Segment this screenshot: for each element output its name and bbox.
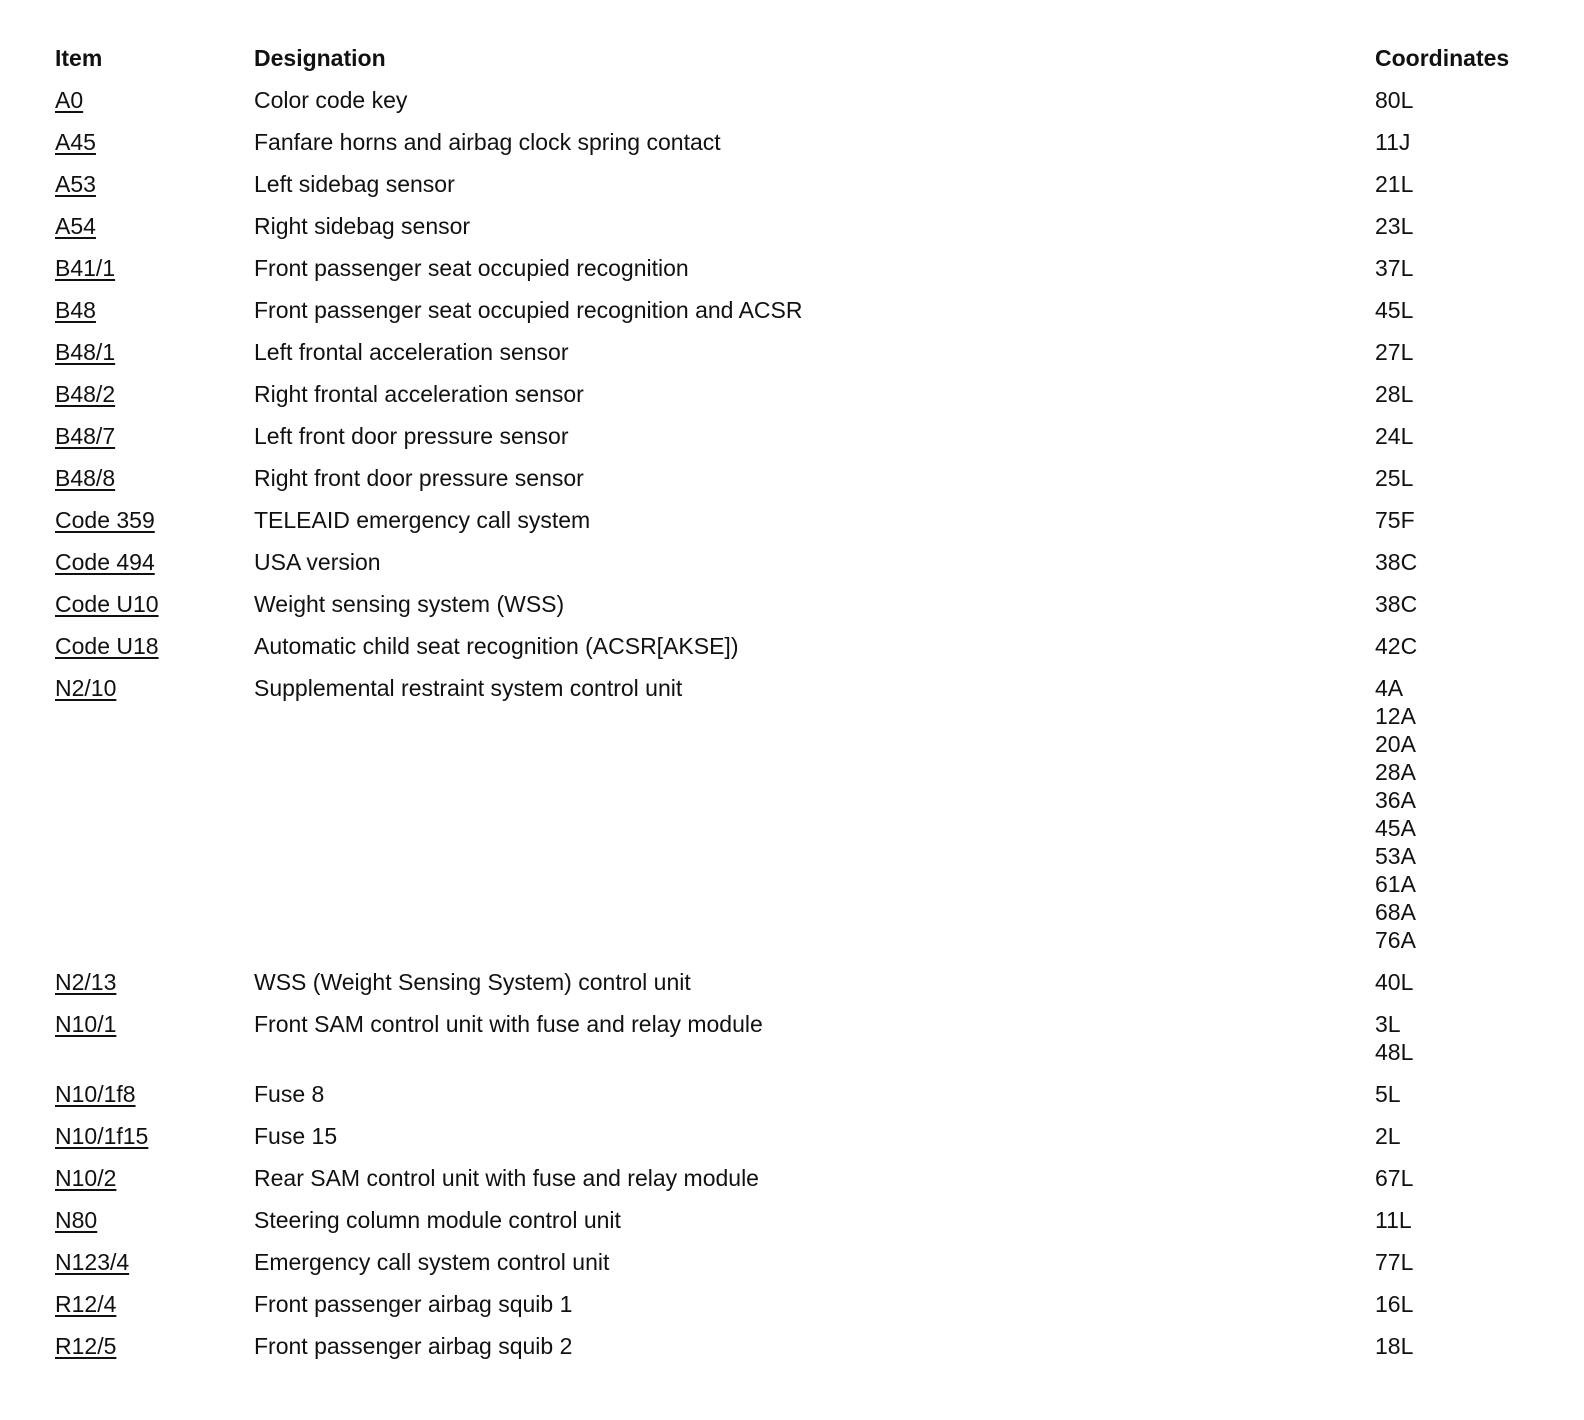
coordinates-cell xyxy=(1375,1080,1545,1108)
item-link[interactable]: R12/4 xyxy=(55,1291,117,1317)
designation-cell: Rear SAM control unit with fuse and relay module xyxy=(254,1165,759,1191)
table-row xyxy=(55,254,1545,282)
table-row xyxy=(55,1332,1545,1360)
coordinate-value: 61A xyxy=(1375,871,1416,897)
coordinate-value: 75F xyxy=(1375,507,1415,533)
coordinate-value: 25L xyxy=(1375,465,1414,491)
coordinates-cell xyxy=(1375,674,1545,954)
table-row xyxy=(55,1010,1545,1066)
designation-cell: Right frontal acceleration sensor xyxy=(254,381,584,407)
item-cell xyxy=(55,1206,254,1234)
coordinates-cell xyxy=(1375,296,1545,324)
item-link[interactable]: N123/4 xyxy=(55,1249,130,1275)
coordinate-value: 42C xyxy=(1375,633,1418,659)
item-link[interactable]: B41/1 xyxy=(55,255,116,281)
table-row xyxy=(55,590,1545,618)
coordinate-value: 80L xyxy=(1375,87,1414,113)
designation-cell: Fanfare horns and airbag clock spring contact xyxy=(254,129,721,155)
table-row xyxy=(55,1164,1545,1192)
item-link[interactable]: A54 xyxy=(55,213,96,239)
item-cell xyxy=(55,254,254,282)
item-link[interactable]: Code U18 xyxy=(55,633,159,659)
coordinates-cell xyxy=(1375,212,1545,240)
item-cell xyxy=(55,338,254,366)
item-link[interactable]: Code 494 xyxy=(55,549,155,575)
coordinates-cell xyxy=(1375,86,1545,114)
coordinate-value: 38C xyxy=(1375,549,1418,575)
table-row xyxy=(55,338,1545,366)
item-link[interactable]: Code 359 xyxy=(55,507,155,533)
coordinates-cell xyxy=(1375,338,1545,366)
coordinates-cell xyxy=(1375,380,1545,408)
table-row xyxy=(55,296,1545,324)
table-row xyxy=(55,1122,1545,1150)
item-link[interactable]: N2/10 xyxy=(55,675,117,701)
coordinates-cell xyxy=(1375,1164,1545,1192)
designation-cell: Fuse 15 xyxy=(254,1123,338,1149)
designation-cell: Supplemental restraint system control unit xyxy=(254,675,683,701)
coordinates-cell xyxy=(1375,464,1545,492)
coordinates-cell xyxy=(1375,128,1545,156)
table-row xyxy=(55,212,1545,240)
coordinate-value: 68A xyxy=(1375,899,1416,925)
item-link[interactable]: N10/1f8 xyxy=(55,1081,136,1107)
designation-cell: Steering column module control unit xyxy=(254,1207,621,1233)
item-link[interactable]: N10/1f15 xyxy=(55,1123,149,1149)
coordinate-value: 5L xyxy=(1375,1081,1401,1107)
item-link[interactable]: N10/2 xyxy=(55,1165,117,1191)
designation-cell: Fuse 8 xyxy=(254,1081,325,1107)
coordinates-cell xyxy=(1375,1010,1545,1066)
coordinate-value: 45L xyxy=(1375,297,1414,323)
coordinate-value: 4A xyxy=(1375,675,1404,701)
item-cell xyxy=(55,1080,254,1108)
item-cell xyxy=(55,1164,254,1192)
coordinates-cell xyxy=(1375,590,1545,618)
table-row xyxy=(55,1248,1545,1276)
coordinates-cell xyxy=(1375,1122,1545,1150)
coordinate-value: 38C xyxy=(1375,591,1418,617)
coordinate-value: 16L xyxy=(1375,1291,1414,1317)
table-row xyxy=(55,1206,1545,1234)
coordinate-value: 21L xyxy=(1375,171,1414,197)
coordinates-cell xyxy=(1375,548,1545,576)
item-cell xyxy=(55,296,254,324)
table-body xyxy=(55,86,1545,1360)
item-link[interactable]: A0 xyxy=(55,87,84,113)
table-row xyxy=(55,422,1545,450)
designation-cell: Front passenger airbag squib 1 xyxy=(254,1291,573,1317)
coordinate-value: 20A xyxy=(1375,731,1416,757)
item-cell xyxy=(55,464,254,492)
coordinates-cell xyxy=(1375,1290,1545,1318)
item-cell xyxy=(55,1248,254,1276)
designation-cell: Front passenger seat occupied recognition xyxy=(254,255,689,281)
table-row xyxy=(55,632,1545,660)
coordinates-cell xyxy=(1375,632,1545,660)
designation-cell: Front passenger seat occupied recognition and ACSR xyxy=(254,297,803,323)
item-link[interactable]: B48/8 xyxy=(55,465,116,491)
table-row xyxy=(55,968,1545,996)
coordinates-cell xyxy=(1375,506,1545,534)
item-cell xyxy=(55,170,254,198)
coordinate-value: 36A xyxy=(1375,787,1416,813)
coordinates-cell xyxy=(1375,422,1545,450)
designation-cell: Left sidebag sensor xyxy=(254,171,455,197)
coordinate-value: 12A xyxy=(1375,703,1416,729)
item-cell xyxy=(55,632,254,660)
designation-cell: Right sidebag sensor xyxy=(254,213,471,239)
coordinate-value: 48L xyxy=(1375,1039,1414,1065)
table-row xyxy=(55,170,1545,198)
item-cell xyxy=(55,506,254,534)
header-designation: Designation xyxy=(254,45,386,71)
coordinate-value: 37L xyxy=(1375,255,1414,281)
designation-cell: WSS (Weight Sensing System) control unit xyxy=(254,969,691,995)
coordinates-cell xyxy=(1375,170,1545,198)
table-row xyxy=(55,380,1545,408)
table-row xyxy=(55,506,1545,534)
table-row xyxy=(55,86,1545,114)
table-row xyxy=(55,674,1545,954)
table-row xyxy=(55,1080,1545,1108)
coordinate-value: 76A xyxy=(1375,927,1416,953)
designation-cell: Right front door pressure sensor xyxy=(254,465,584,491)
coordinates-cell xyxy=(1375,254,1545,282)
coordinate-value: 77L xyxy=(1375,1249,1414,1275)
item-link[interactable]: A53 xyxy=(55,171,96,197)
item-link[interactable]: B48/7 xyxy=(55,423,116,449)
coordinate-value: 40L xyxy=(1375,969,1414,995)
header-item: Item xyxy=(55,45,103,71)
item-cell xyxy=(55,968,254,996)
designation-cell: Weight sensing system (WSS) xyxy=(254,591,565,617)
item-cell xyxy=(55,86,254,114)
designation-cell: USA version xyxy=(254,549,381,575)
item-link[interactable]: B48 xyxy=(55,297,96,323)
item-cell xyxy=(55,590,254,618)
table-header xyxy=(55,44,1545,72)
designation-cell: Left front door pressure sensor xyxy=(254,423,569,449)
designation-cell: Automatic child seat recognition (ACSR[AKSE]) xyxy=(254,633,739,659)
designation-cell: Color code key xyxy=(254,87,408,113)
header-coordinates: Coordinates xyxy=(1375,45,1510,71)
coordinates-cell xyxy=(1375,1248,1545,1276)
coordinate-value: 2L xyxy=(1375,1123,1401,1149)
designation-cell: Emergency call system control unit xyxy=(254,1249,610,1275)
coordinate-value: 11L xyxy=(1375,1207,1412,1233)
item-link[interactable]: N10/1 xyxy=(55,1011,117,1037)
item-link[interactable]: N2/13 xyxy=(55,969,117,995)
designation-cell: TELEAID emergency call system xyxy=(254,507,591,533)
table-row xyxy=(55,548,1545,576)
item-link[interactable]: A45 xyxy=(55,129,96,155)
coordinate-value: 18L xyxy=(1375,1333,1414,1359)
coordinate-value: 27L xyxy=(1375,339,1414,365)
item-cell xyxy=(55,1010,254,1038)
component-legend-table xyxy=(55,44,1545,1374)
coordinate-value: 67L xyxy=(1375,1165,1414,1191)
table-row xyxy=(55,1290,1545,1318)
item-link[interactable]: N80 xyxy=(55,1207,98,1233)
item-cell xyxy=(55,128,254,156)
coordinate-value: 24L xyxy=(1375,423,1414,449)
coordinates-cell xyxy=(1375,968,1545,996)
item-link[interactable]: Code U10 xyxy=(55,591,159,617)
item-cell xyxy=(55,212,254,240)
table-row xyxy=(55,128,1545,156)
coordinates-cell xyxy=(1375,1332,1545,1360)
item-cell xyxy=(55,548,254,576)
item-link[interactable]: R12/5 xyxy=(55,1333,117,1359)
item-cell xyxy=(55,380,254,408)
coordinate-value: 28A xyxy=(1375,759,1416,785)
designation-cell: Left frontal acceleration sensor xyxy=(254,339,569,365)
coordinate-value: 3L xyxy=(1375,1011,1401,1037)
item-cell xyxy=(55,422,254,450)
coordinates-cell xyxy=(1375,1206,1545,1234)
coordinate-value: 11J xyxy=(1375,129,1411,155)
designation-cell: Front passenger airbag squib 2 xyxy=(254,1333,573,1359)
table-row xyxy=(55,464,1545,492)
item-link[interactable]: B48/2 xyxy=(55,381,116,407)
coordinate-value: 28L xyxy=(1375,381,1414,407)
item-cell xyxy=(55,1290,254,1318)
item-link[interactable]: B48/1 xyxy=(55,339,116,365)
item-cell xyxy=(55,1332,254,1360)
coordinate-value: 53A xyxy=(1375,843,1416,869)
item-cell xyxy=(55,674,254,702)
coordinate-value: 23L xyxy=(1375,213,1414,239)
coordinate-value: 45A xyxy=(1375,815,1416,841)
item-cell xyxy=(55,1122,254,1150)
designation-cell: Front SAM control unit with fuse and relay module xyxy=(254,1011,763,1037)
